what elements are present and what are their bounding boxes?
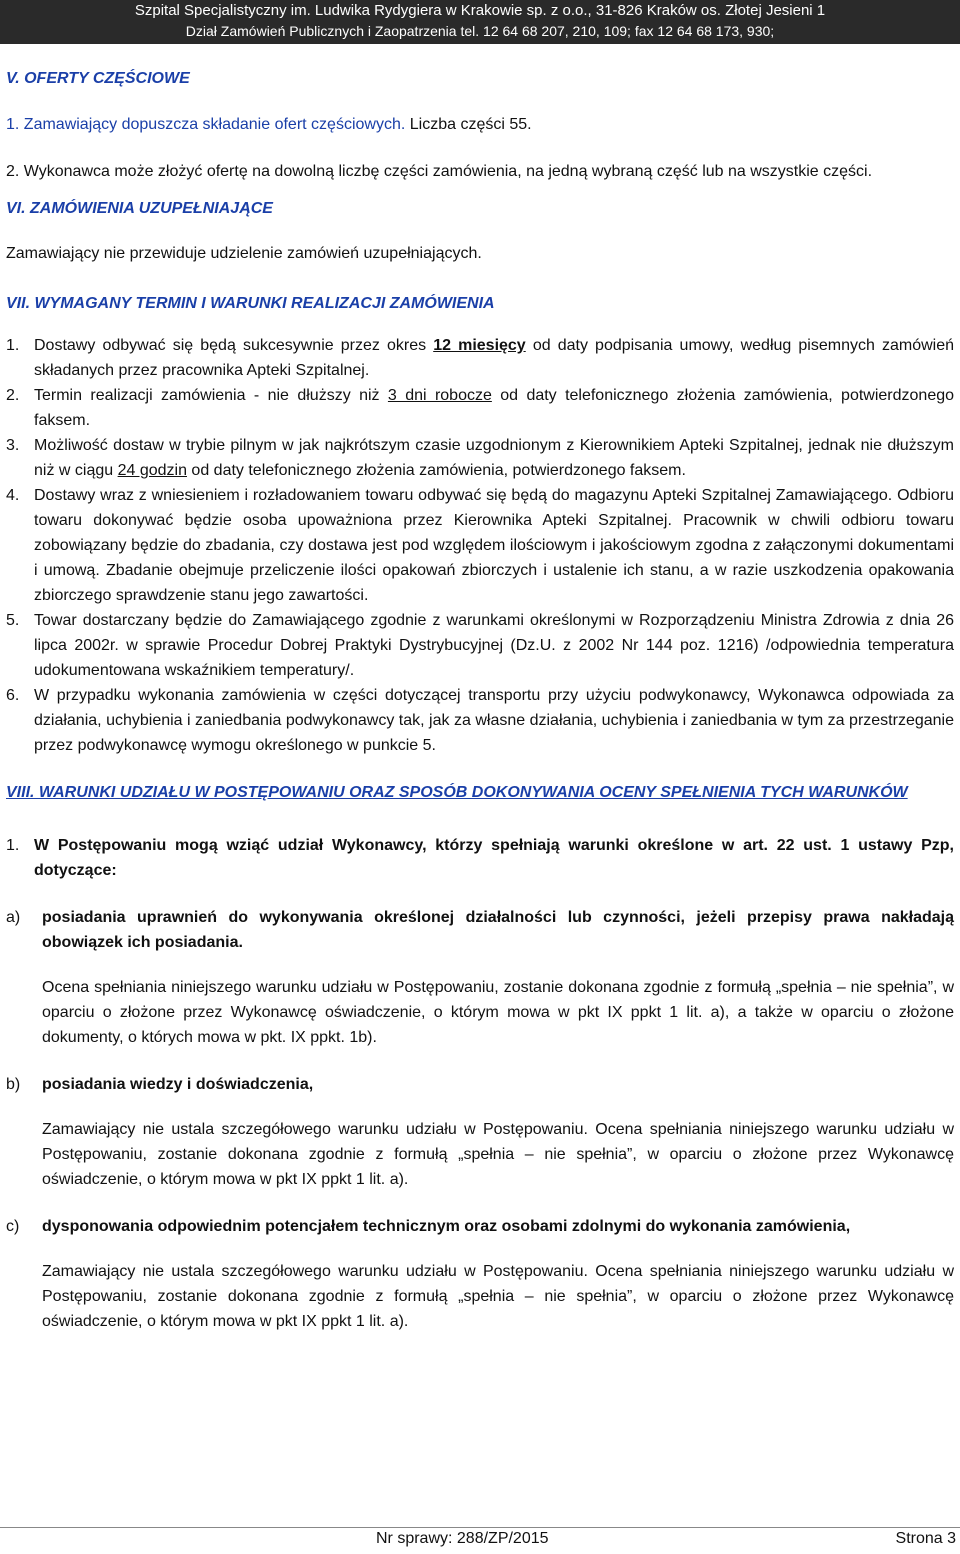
page-header — [0, 0, 960, 44]
condition-b-text: Zamawiający nie ustala szczegółowego warunku udziału w Postępowaniu. Ocena spełniania niniejszego warunku udziału w Postępowaniu, zostanie dokonana zgodnie z formułą „spełnia – nie spełnia”, w oparciu o złożone przez Wykonawcę oświadczenie, o którym mowa w pkt IX ppkt 1 lit. a). — [42, 1121, 954, 1188]
section-v-point-1-tail: Liczba części 55. — [405, 116, 532, 133]
document-body — [6, 66, 954, 1334]
section-viii-heading: VIII. WARUNKI UDZIAŁU W POSTĘPOWANIU ORAZ SPOSÓB DOKONYWANIA OCENY SPEŁNIENIA TYCH WARUNKÓW — [6, 784, 908, 801]
list-number: 4. — [6, 487, 20, 504]
list-item: 1. Dostawy odbywać się będą sukcesywnie przez okres 12 miesięcy od daty podpisania umowy, według pisemnych zamówień składanych przez pracownika Apteki Szpitalnej. — [6, 333, 954, 383]
condition-label: a) — [6, 909, 21, 926]
list-number: 6. — [6, 687, 20, 704]
section-v-point-1 — [6, 112, 954, 137]
urgent-deadline-value: 24 godzin — [117, 462, 187, 479]
list-item: 4. Dostawy wraz z wniesieniem i rozładowaniem towaru odbywać się będą do magazynu Apteki Szpitalnej Zamawiającego. Odbioru towaru dokonywać będzie osoba upoważniona przez Kierownika Apteki Szpitalnej. Pracownik w chwili odbioru towaru zobowiązany będzie do zbadania, czy dostawa jest pod względem ilościowym i jakościowym zgodna z załączonymi dokumentami i umową. Zbadanie obejmuje przeliczenie ilości opakowań zbiorczych i ustalenie ich stanu, a w razie uszkodzenia opakowania zbiorczego sprawdzenie stanu jego zawartości. — [6, 483, 954, 608]
list-number: 5. — [6, 612, 20, 629]
list-number: 1. — [6, 337, 20, 354]
page-number: Strona 3 — [895, 1530, 956, 1547]
condition-c-text: Zamawiający nie ustala szczegółowego warunku udziału w Postępowaniu. Ocena spełniania niniejszego warunku udziału w Postępowaniu, zostanie dokonana zgodnie z formułą „spełnia – nie spełnia”, w oparciu o złożone przez Wykonawcę oświadczenie, o którym mowa w pkt IX ppkt 1 lit. a). — [42, 1263, 954, 1330]
deadline-value: 3 dni robocze — [387, 387, 492, 404]
page-footer — [0, 1527, 960, 1554]
list-number: 1. — [6, 837, 20, 854]
case-number: Nr sprawy: 288/ZP/2015 — [376, 1530, 549, 1547]
list-item: 5. Towar dostarczany będzie do Zamawiającego zgodnie z warunkami określonymi w Rozporządzeniu Ministra Zdrowia z dnia 26 lipca 2002r. w sprawie Procedur Dobrej Praktyki Dystrybucyjnej (Dz.U. z 2002 Nr 144 poz. 1216) /odpowiednia temperatura udokumentowana wskaźnikiem temperatury/. — [6, 608, 954, 683]
section-v-point-2: 2. Wykonawca może złożyć ofertę na dowolną liczbę części zamówienia, na jedną wybraną część lub na wszystkie części. — [6, 163, 873, 180]
condition-c-heading: c) dysponowania odpowiednim potencjałem technicznym oraz osobami zdolnymi do wykonania zamówienia, — [6, 1214, 954, 1239]
period-value: 12 miesięcy — [433, 337, 526, 354]
list-number: 3. — [6, 437, 20, 454]
condition-a-text: Ocena spełniania niniejszego warunku udziału w Postępowaniu, zostanie dokonana zgodnie z formułą „spełnia – nie spełnia”, w oparciu o złożone przez Wykonawcę oświadczenie, o którym mowa w pkt IX ppkt 1 lit. a), a także w oparciu o złożone dokumenty, o których mowa w pkt. IX ppkt. 1b). — [42, 979, 954, 1046]
section-v-heading: V. OFERTY CZĘŚCIOWE — [6, 70, 190, 87]
condition-label: b) — [6, 1076, 21, 1093]
department-contact: Dział Zamówień Publicznych i Zaopatrzenia tel. 12 64 68 207, 210, 109; fax 12 64 68 173, 930; — [185, 23, 775, 39]
list-item: 6. W przypadku wykonania zamówienia w części dotyczącej transportu przy użyciu podwykonawcy, Wykonawca odpowiada za działania, uchybienia i zaniedbania podwykonawcy tak, jak za własne działania, uchybienia i zaniedbania w tym za przestrzeganie przez podwykonawcę wymogu określonego w punkcie 5. — [6, 683, 954, 758]
list-item: 2. Termin realizacji zamówienia - nie dłuższy niż 3 dni robocze od daty telefonicznego złożenia zamówienia, potwierdzonego faksem. — [6, 383, 954, 433]
section-vii-list — [6, 333, 954, 758]
condition-a-heading: a) posiadania uprawnień do wykonywania określonej działalności lub czynności, jeżeli przepisy prawa nakładają obowiązek ich posiadania. — [6, 905, 954, 955]
section-vi-text: Zamawiający nie przewiduje udzielenie zamówień uzupełniających. — [6, 245, 482, 262]
condition-b-heading: b) posiadania wiedzy i doświadczenia, — [6, 1072, 954, 1097]
section-viii-point-1: 1. W Postępowaniu mogą wziąć udział Wykonawcy, którzy spełniają warunki określone w art. 22 ust. 1 ustawy Pzp, dotyczące: — [6, 833, 954, 883]
hospital-name: Szpital Specjalistyczny im. Ludwika Rydygiera w Krakowie sp. z o.o., 31-826 Kraków os. Złotej Jesieni 1 — [134, 2, 826, 19]
list-number: 2. — [6, 387, 20, 404]
section-vi-heading: VI. ZAMÓWIENIA UZUPEŁNIAJĄCE — [6, 200, 273, 217]
section-vii-heading: VII. WYMAGANY TERMIN I WARUNKI REALIZACJI ZAMÓWIENIA — [6, 295, 495, 312]
condition-label: c) — [6, 1218, 20, 1235]
list-item: 3. Możliwość dostaw w trybie pilnym w jak najkrótszym czasie uzgodnionym z Kierownikiem Apteki Szpitalnej, jednak nie dłuższym niż w ciągu 24 godzin od daty telefonicznego złożenia zamówienia, potwierdzonego faksem. — [6, 433, 954, 483]
section-v-point-1-main: 1. Zamawiający dopuszcza składanie ofert częściowych. — [6, 116, 406, 133]
